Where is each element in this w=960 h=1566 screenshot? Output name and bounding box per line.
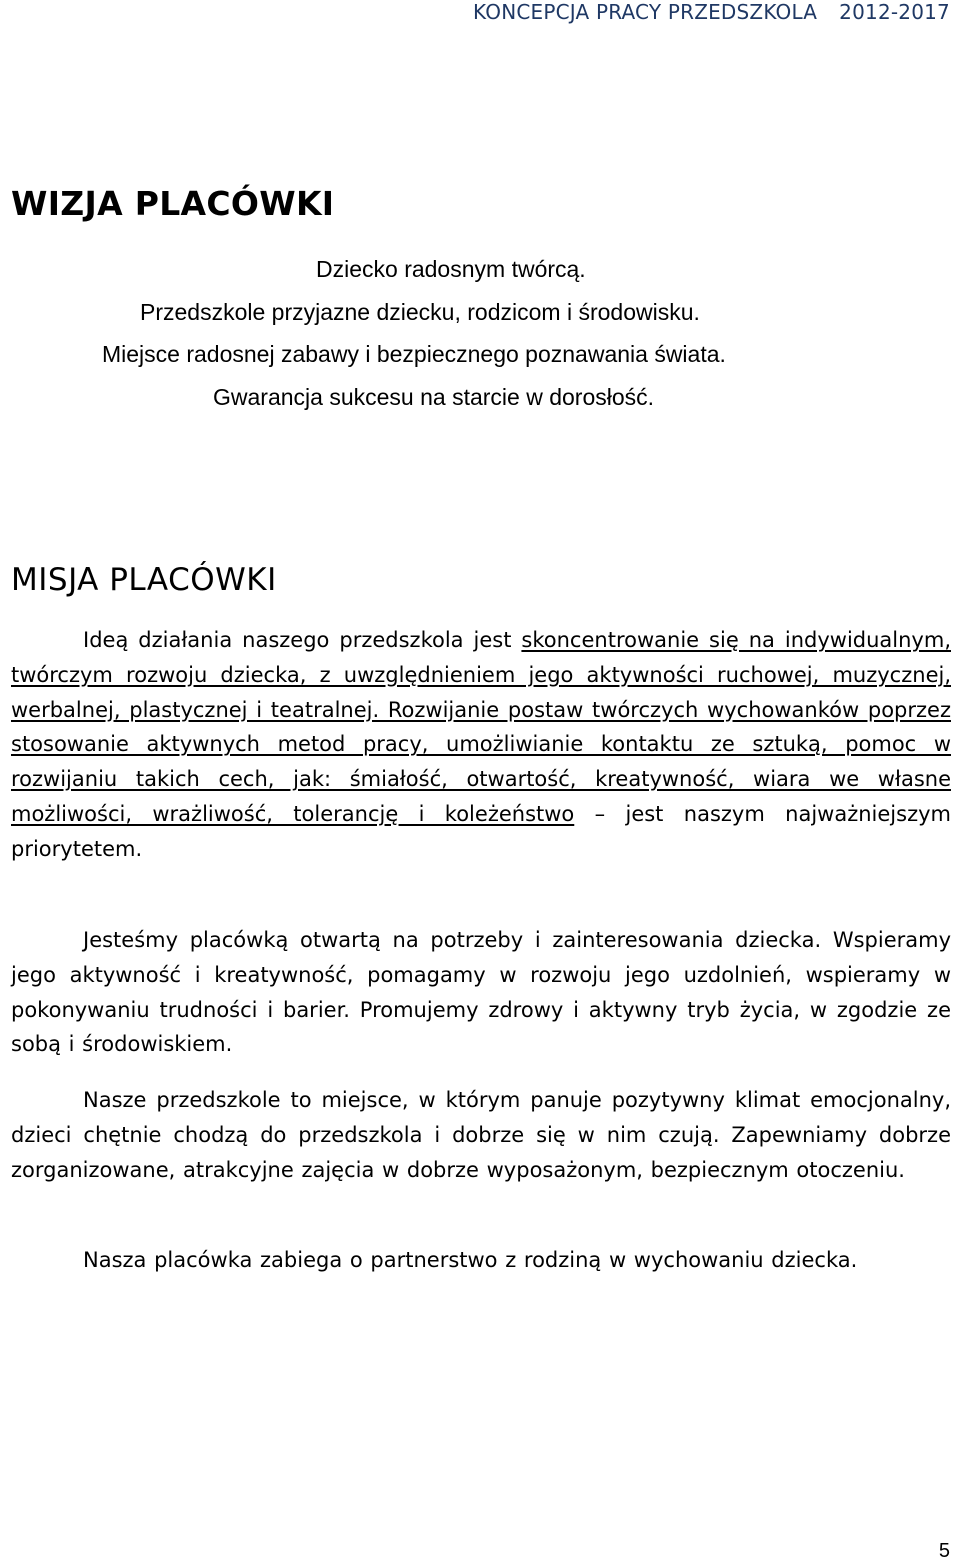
vision-line: Dziecko radosnym twórcą. [316,256,586,282]
mission-paragraph-3 [11,1083,951,1187]
p1-outro: – jest naszym najważniejszym priorytetem. [11,801,951,861]
page-number: 5 [938,1540,950,1562]
mission-paragraph-4 [11,1243,951,1278]
running-header [473,0,950,26]
mission-paragraph-2 [11,923,951,1062]
p3-text: Nasze przedszkole to miejsce, w którym panuje pozytywny klimat emocjonalny, dzieci chętnie chodzą do przedszkola i dobrze się w nim czują. Zapewniamy dobrze zorganizowane, atrakcyjne zajęcia w dobrze wyposażonym, bezpiecznym otoczeniu. [11,1088,951,1182]
p2-text: Jesteśmy placówką otwartą na potrzeby i zainteresowania dziecka. Wspieramy jego aktywność i kreatywność, pomagamy w rozwoju jego uzdolnień, wspieramy w pokonywaniu trudności i barier. Promujemy zdrowy i aktywny tryb życia, w zgodzie ze sobą i środowiskiem. [11,928,951,1057]
vision-heading: WIZJA PLACÓWKI [11,184,335,223]
p4-text: Nasza placówka zabiega o partnerstwo z rodziną w wychowaniu dziecka. [83,1248,858,1272]
mission-paragraph-1 [11,623,951,867]
header-title: KONCEPCJA PRACY PRZEDSZKOLA [473,0,818,24]
mission-heading: MISJA PLACÓWKI [11,562,277,598]
vision-lines [0,248,960,418]
vision-line: Miejsce radosnej zabawy i bezpiecznego poznawania świata. [102,341,726,367]
header-years: 2012-2017 [839,0,950,24]
p1-intro: Ideą działania naszego przedszkola jest [83,628,522,652]
p1-underlined: skoncentrowanie się na indywidualnym, twórczym rozwoju dziecka, z uwzględnieniem jego aktywności ruchowej, muzycznej, werbalnej, plastycznej i teatralnej. Rozwijanie postaw twórczych wychowanków poprzez stosowanie aktywnych metod pracy, umożliwianie kontaktu ze sztuką, pomoc w rozwijaniu takich cech, jak: śmiałość, otwartość, kreatywność, wiara we własne możliwości, wrażliwość, tolerancję i koleżeństwo [11,628,951,826]
vision-line: Gwarancja sukcesu na starcie w dorosłość. [213,383,655,410]
vision-line: Przedszkole przyjazne dziecku, rodzicom i środowisku. [140,298,700,325]
